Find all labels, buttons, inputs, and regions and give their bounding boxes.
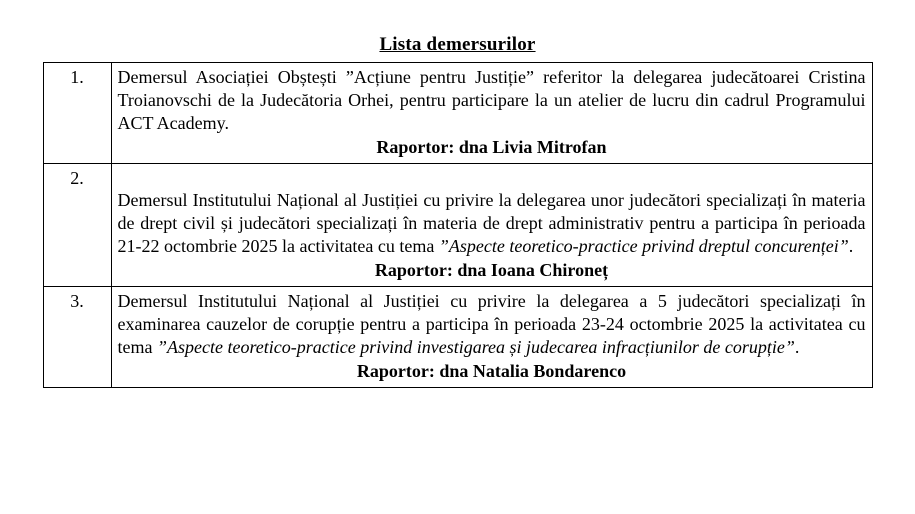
page-title: Lista demersurilor: [379, 34, 536, 55]
row-text-plain: Demersul Institutului Național al Justiției cu privire la delegarea unor judecători specializați în materia de drept civil și judecători specializați în materia de drept administrativ pentru a participa în perioada 21-22 octombrie 2025 la activitatea cu tema: [117, 190, 866, 257]
row-leading-space: [118, 167, 866, 189]
row-text-tail: .: [794, 337, 800, 358]
row-text-italic: ”Aspecte teoretico-practice privind investigarea și judecarea infracțiunilor de corupție”: [156, 337, 795, 358]
agenda-table: [43, 62, 873, 388]
row-content-cell: [111, 63, 872, 164]
row-rapporteur: Raportor: dna Ioana Chironeț: [374, 260, 609, 281]
row-content-cell: [111, 287, 872, 388]
agenda-table-body: [43, 63, 872, 388]
row-paragraph: [118, 290, 866, 359]
row-text-plain: Demersul Institutului Național al Justiției cu privire la delegarea a 5 judecători specializați în examinarea cauzelor de corupție pentru a participa în perioada 23-24 octombrie 2025 la activitatea cu tema: [117, 291, 866, 358]
row-rapporteur: Raportor: dna Livia Mitrofan: [376, 137, 607, 158]
row-content-cell: [111, 164, 872, 287]
row-text-italic: ”Aspecte teoretico-practice privind dreptul concurenței”: [438, 236, 849, 257]
row-paragraph: [118, 66, 866, 135]
table-row: [43, 164, 872, 287]
row-text-plain: Demersul Asociației Obștești ”Acțiune pentru Justiție” referitor la delegarea judecătoarei Cristina Troianovschi de la Judecătoria Orhei, pentru participare la un atelier de lucru din cadrul Programului ACT Academy.: [117, 67, 866, 134]
row-rapporteur: Raportor: dna Natalia Bondarenco: [356, 361, 627, 382]
row-number-cell: 1.: [43, 63, 111, 164]
table-row: [43, 287, 872, 388]
row-number-cell: 3.: [43, 287, 111, 388]
table-row: [43, 63, 872, 164]
row-paragraph: [118, 189, 866, 258]
row-number-cell: 2.: [43, 164, 111, 287]
row-text-tail: .: [848, 236, 854, 257]
